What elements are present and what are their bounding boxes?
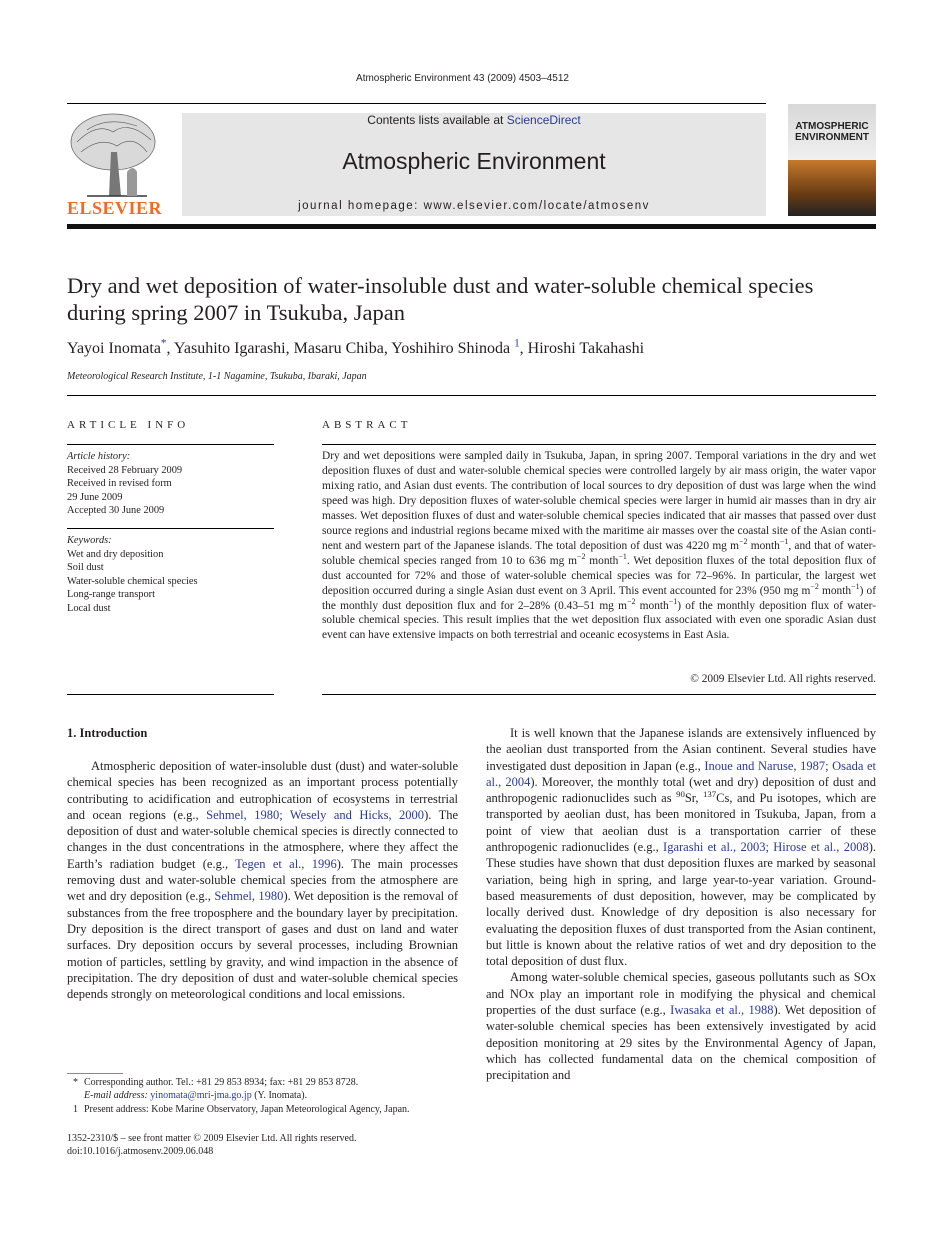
history-item: Received in revised form [67, 478, 172, 489]
text-run: Dry and wet depositions were sampled daily in Tsukuba, Japan, in spring 2007. Temporal variations in the dry and wet deposition fluxes of dust and water-soluble chemical species were controlled largely by air mass origin, the water vapor mixing ratio, and Asian dust events. The contribution of local sources to dry deposition of dust was large when the wind speed was high. Dry deposition fluxes of water-soluble chemical species were larger in humid air masses than in dry air masses. Wet deposition fluxes of dust and water-soluble chemical species indicated that air masses that passed over dust source regions and industrial regions became mixed with the maritime air masses over the coastal site of the Asian continent and western part of the Japanese islands. The total deposition of dust was 4220 mg m [322, 450, 876, 552]
article-info-heading: ARTICLE INFO [67, 419, 190, 431]
footnote-email [67, 1089, 467, 1102]
keywords-label: Keywords: [67, 535, 112, 546]
paragraph [486, 969, 876, 1083]
keywords [67, 534, 198, 615]
email-label: E-mail address: [84, 1090, 151, 1102]
superscript: −2 [576, 551, 586, 561]
abstract-text [322, 449, 876, 643]
footnote-present-address [67, 1103, 467, 1116]
text-run: month [585, 554, 619, 567]
email-link[interactable]: yinomata@mri-jma.go.jp [150, 1090, 252, 1102]
text-run: , Yasuhito Igarashi, Masaru Chiba, Yoshihiro Shinoda [166, 340, 515, 357]
citation-link[interactable]: Sehmel, 1980 [214, 889, 284, 904]
issn-line: 1352-2310/$ – see front matter © 2009 Elsevier Ltd. All rights reserved. [67, 1133, 357, 1144]
footnotes [67, 1076, 467, 1116]
citation-link[interactable]: 1 [514, 337, 520, 350]
footnote-rule [67, 1073, 123, 1074]
divider [67, 103, 766, 104]
text-run: ). These studies have shown that dust deposition fluxes are marked by seasonal variation, being high in spring, and large year-to-year variation. Ground-based measurements of dust deposition, however, may be complicated by locally derived dust. Knowledge of dry deposition is also necessary for evaluating the deposition fluxes of dust transported from the Asian continent, but little is known about the relative ratios of wet and dry deposition to the total deposition of dust flux. [486, 840, 876, 969]
journal-homepage[interactable]: journal homepage: www.elsevier.com/locate/atmosenv [298, 200, 650, 212]
history-item: Received 28 February 2009 [67, 464, 183, 476]
text-run: . Wet deposition fluxes of the total deposition flux of dust accounted for 72% and those of water-soluble chemical species was for 72–96%. In particular, the largest wet deposition occurred during a single Asian dust event on 3 April. This event accounted for 23% (950 mg m [322, 554, 877, 597]
divider [67, 395, 876, 396]
superscript: −1 [851, 581, 860, 591]
divider [67, 444, 274, 445]
article-title: Dry and wet deposition of water-insoluble dust and water-soluble chemical species during spring 2007 in Tsukuba, Japan [67, 273, 814, 325]
citation-link[interactable]: Iwasaka et al., 1988 [670, 1003, 774, 1018]
author-list [67, 337, 645, 358]
divider [322, 694, 876, 695]
divider [67, 694, 274, 695]
divider [322, 444, 876, 445]
header-rule [67, 224, 876, 229]
citation-link[interactable]: * [160, 337, 167, 350]
citation-link[interactable]: Igarashi et al., 2003; Hirose et al., 2008 [663, 840, 869, 855]
section-heading-introduction: 1. Introduction [67, 726, 148, 740]
superscript: −2 [810, 581, 819, 591]
superscript: −1 [668, 596, 678, 606]
superscript: 137 [703, 789, 717, 800]
footnote-mark: * [73, 1077, 78, 1088]
text-run: Cs, and Pu isotopes, which are transported by aeolian dust, has been monitored in Tsukuba, Japan, from a point of view that aeolian dust is a transportation carrier of these anthropogenic radionuclides (e.g., [486, 791, 876, 855]
contents-line [182, 113, 766, 127]
keyword: Long-range transport [67, 589, 156, 600]
left-column [67, 758, 458, 1002]
paragraph [486, 725, 876, 969]
history-item: Accepted 30 June 2009 [67, 505, 165, 516]
contents-prefix: Contents lists available at [367, 113, 507, 127]
text-run: , Hiroshi Takahashi [519, 340, 645, 357]
divider [67, 528, 274, 529]
superscript: 90 [676, 789, 685, 800]
keyword: Water-soluble chemical species [67, 575, 198, 587]
keyword: Wet and dry deposition [67, 548, 164, 560]
text-run: month [818, 584, 852, 597]
text-run: It is well known that the Japanese islands are extensively influenced by the aeolian dust transported from the Asian continent. Several studies have investigated dust deposition in Japan (e.g., [486, 726, 876, 773]
text-run: Yayoi Inomata [67, 340, 161, 357]
doi[interactable]: doi:10.1016/j.atmosenv.2009.06.048 [67, 1146, 214, 1158]
text-run: month [635, 599, 669, 612]
footnote-text: Corresponding author. Tel.: +81 29 853 8934; fax: +81 29 853 8728. [84, 1077, 359, 1088]
text-run: ) of the monthly deposition flux of water-soluble chemical species. This result implies that the wet deposition flux associated with even one sporadic Asian dust event can have extensive impacts on both terrestrial and oceanic ecosystems in East Asia. [322, 599, 876, 642]
right-column [486, 725, 876, 1084]
cover-cityscape [788, 160, 876, 216]
paragraph [67, 758, 458, 1002]
text-run: Atmospheric deposition of water-insoluble dust (dust) and water-soluble chemical species has been recognized as an important process potentially contributing to acidification and eutrophication of ecosystems in terrestrial and ocean regions (e.g., [67, 759, 458, 822]
article-history [67, 450, 182, 518]
text-run: ). Wet deposition is the removal of substances from the free troposphere and the boundary layer by precipitation. Dry deposition is the direct transport of gases and dust on land and water surfaces. Dry deposition occurs by several processes, including Brownian motion of particles, settling by gravity, and wind impaction in the absence of precipitation. The dry deposition of dust and water-soluble chemical species depends strongly on meteorological conditions and local emissions. [67, 889, 458, 1002]
journal-reference: Atmospheric Environment 43 (2009) 4503–4512 [356, 73, 569, 84]
text-run: Sr, [684, 791, 704, 806]
affiliation: Meteorological Research Institute, 1-1 Nagamine, Tsukuba, Ibaraki, Japan [67, 371, 367, 382]
cover-title: ATMOSPHERIC ENVIRONMENT [788, 104, 876, 160]
keyword: Local dust [67, 602, 111, 614]
keyword: Soil dust [67, 562, 104, 573]
text-run: ). The deposition of dust and water-soluble chemical species is directly connected to changes in the dust concentrations in the atmosphere, where they affect the Earth’s radiation budget (e.g., [67, 807, 459, 871]
journal-cover-image [788, 104, 876, 216]
email-suffix: (Y. Inomata). [251, 1090, 308, 1102]
citation-link[interactable]: Sehmel, 1980; Wesely and Hicks, 2000 [206, 807, 425, 822]
superscript: −1 [618, 551, 627, 561]
history-label: Article history: [67, 451, 131, 462]
footnote-mark: 1 [73, 1103, 78, 1115]
citation-link[interactable]: Tegen et al., 1996 [235, 856, 337, 871]
history-item: 29 June 2009 [67, 491, 123, 503]
elsevier-wordmark: ELSEVIER [67, 198, 163, 218]
text-run: Among water-soluble chemical species, gaseous pollutants such as SOx and NOx play an important role in modifying the physical and chemical properties of the dust surface (e.g., [486, 970, 876, 1018]
footnote-text: Present address: Kobe Marine Observatory, Japan Meteorological Agency, Japan. [84, 1103, 410, 1115]
text-run: ). Moreover, the monthly total (wet and dry) deposition of dust and anthropogenic radionuclides such as [486, 774, 876, 806]
abstract-copyright: © 2009 Elsevier Ltd. All rights reserved. [690, 673, 876, 685]
superscript: −1 [779, 536, 789, 546]
text-run: ). The main processes removing dust and water-soluble chemical species from the atmosphere are wet and dry deposition (e.g., [67, 856, 459, 904]
text-run: ) of the monthly dust deposition flux and for 2–28% (0.43–51 mg m [322, 584, 876, 612]
superscript: −2 [626, 596, 636, 606]
superscript: −2 [738, 536, 748, 546]
front-matter [67, 1132, 356, 1159]
journal-title: Atmospheric Environment [342, 148, 606, 174]
footnote-corresponding [67, 1076, 467, 1089]
citation-link[interactable]: Inoue and Naruse, 1987; Osada et al., 2004 [486, 758, 876, 789]
text-run: ). Wet deposition of water-soluble chemical species has been extensively investigated by acid deposition monitoring at 29 sites by the Environmental Agency of Japan, which has collected fundamental data on the chemical composition of precipitation and [486, 1003, 876, 1083]
text-run: month [747, 539, 780, 552]
sciencedirect-link[interactable]: ScienceDirect [506, 113, 581, 127]
text-run: , and that of water-soluble chemical species ranged from 10 to 636 mg m [322, 539, 876, 567]
abstract-heading: ABSTRACT [322, 419, 412, 431]
